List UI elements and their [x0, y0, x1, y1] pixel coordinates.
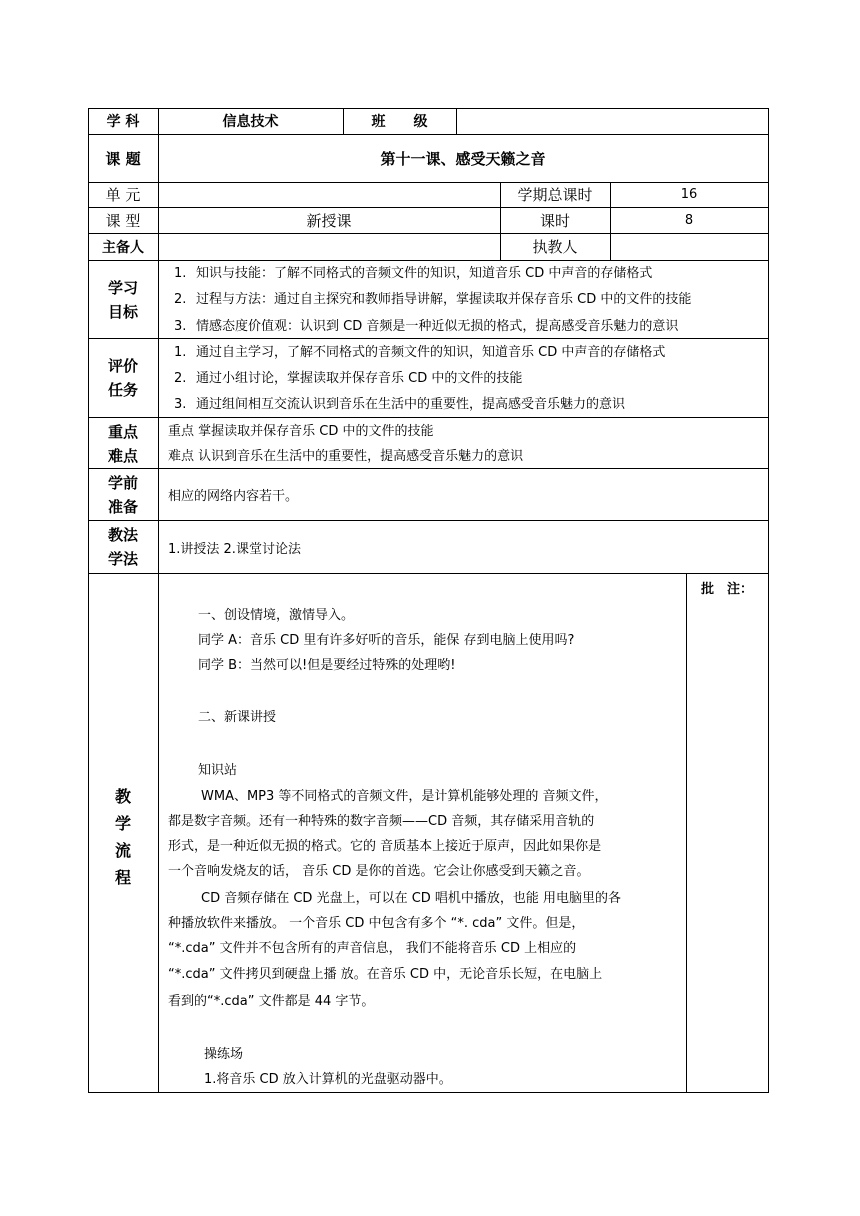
topic-value: 第十一课、感受天籁之音 — [380, 149, 546, 168]
evaluation-item: 1. 通过自主学习，了解不同格式的音频文件的知识，知道音乐 CD 中声音的存储格式 — [174, 345, 666, 360]
preparer-label: 主备人 — [102, 239, 144, 256]
process-paragraph: 知识站 — [198, 763, 238, 778]
process-paragraph: 操练场 — [204, 1047, 244, 1062]
prep-value: 相应的网络内容若干。 — [168, 489, 299, 504]
class-label: 班 级 — [371, 114, 428, 130]
goal-item: 1. 知识与技能：了解不同格式的音频文件的知识，知道音乐 CD 中声音的存储格式 — [174, 266, 653, 281]
process-paragraph: 看到的“*.cda” 文件都是 44 字节。 — [168, 994, 375, 1009]
total-hours-value: 16 — [680, 187, 698, 202]
process-paragraph: 形式，是一种近似无损的格式。它的 音质基本上接近于原声，因此如果你是 — [168, 839, 602, 854]
lesson-plan-table — [88, 108, 768, 1092]
type-value: 新授课 — [306, 211, 352, 230]
process-paragraph: “*.cda” 文件并不包含所有的声音信息， 我们不能将音乐 CD 上相应的 — [168, 941, 577, 956]
goal-item: 3. 情感态度价值观：认识到 CD 音频是一种近似无损的格式，提高感受音乐魅力的意识 — [174, 319, 679, 334]
annotation-label: 批 注： — [700, 582, 753, 597]
evaluation-item: 2. 通过小组讨论，掌握读取并保存音乐 CD 中的文件的技能 — [174, 371, 523, 386]
evaluation-label: 评价 任务 — [107, 357, 138, 399]
process-paragraph: 一个音响发烧友的话， 音乐 CD 是你的首选。它会让你感受到天籁之音。 — [168, 864, 590, 879]
evaluation-item: 3. 通过组间相互交流认识到音乐在生活中的重要性，提高感受音乐魅力的意识 — [174, 397, 626, 412]
process-paragraph: 一、创设情境，激情导入。 — [198, 608, 355, 623]
difficulty-line: 难点 认识到音乐在生活中的重要性，提高感受音乐魅力的意识 — [168, 449, 524, 464]
process-paragraph: 二、新课讲授 — [198, 710, 277, 725]
teacher-value — [610, 233, 768, 260]
unit-label: 单 元 — [105, 186, 141, 204]
process-paragraph: 种播放软件来播放。 一个音乐 CD 中包含有多个 “*. cda” 文件。但是， — [168, 916, 585, 931]
subject-value: 信息技术 — [222, 114, 279, 130]
topic-label: 课 题 — [105, 149, 141, 168]
class-value — [456, 108, 768, 134]
methods-label: 教法 学法 — [107, 526, 138, 568]
keypoints-label: 重点 难点 — [107, 423, 138, 465]
process-paragraph: 都是数字音频。还有一种特殊的数字音频——CD 音频，其存储采用音轨的 — [168, 814, 595, 829]
process-label: 教 学 流 程 — [114, 787, 131, 887]
subject-label: 学 科 — [106, 114, 140, 130]
process-paragraph: CD 音频存储在 CD 光盘上，可以在 CD 唱机中播放，也能 用电脑里的各 — [201, 891, 622, 906]
hours-label: 课时 — [539, 211, 570, 230]
unit-value — [158, 182, 500, 207]
total-hours-label: 学期总课时 — [517, 186, 593, 204]
prep-label: 学前 准备 — [107, 474, 138, 516]
teacher-label: 执教人 — [532, 238, 578, 256]
process-paragraph: 1.将音乐 CD 放入计算机的光盘驱动器中。 — [204, 1072, 452, 1087]
preparer-value — [158, 233, 500, 260]
process-paragraph: WMA、MP3 等不同格式的音频文件，是计算机能够处理的 音频文件， — [201, 789, 608, 804]
goal-item: 2. 过程与方法：通过自主探究和教师指导讲解，掌握读取并保存音乐 CD 中的文件的技能 — [174, 292, 692, 307]
hours-value: 8 — [684, 212, 694, 228]
key-point-line: 重点 掌握读取并保存音乐 CD 中的文件的技能 — [168, 424, 434, 439]
process-paragraph: 同学 A：音乐 CD 里有许多好听的音乐，能保 存到电脑上使用吗? — [198, 633, 575, 648]
methods-value: 1.讲授法 2.课堂讨论法 — [168, 542, 301, 557]
process-paragraph: 同学 B：当然可以!但是要经过特殊的处理哟! — [198, 658, 456, 673]
goals-label: 学习 目标 — [107, 279, 138, 321]
process-paragraph: “*.cda” 文件拷贝到硬盘上播 放。在音乐 CD 中，无论音乐长短，在电脑上 — [168, 967, 603, 982]
type-label: 课 型 — [105, 211, 141, 230]
